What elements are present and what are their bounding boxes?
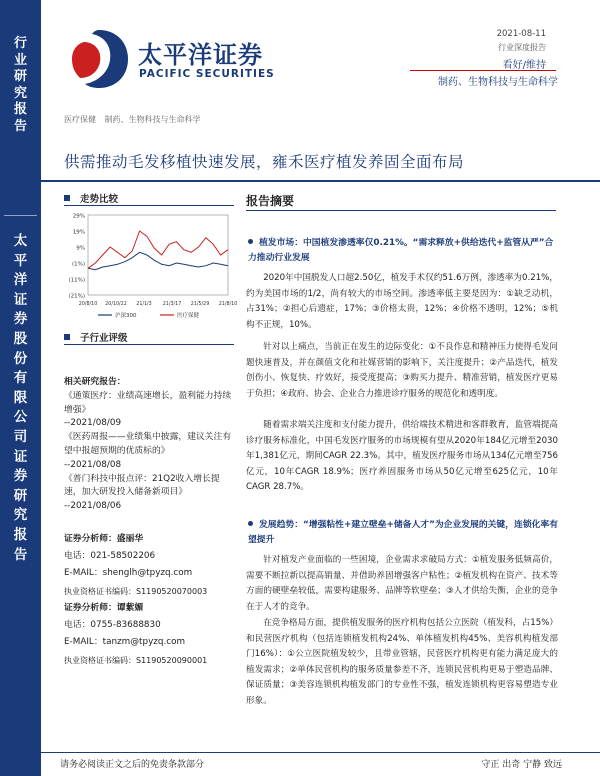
x-tick-label: 20/8/10 — [78, 302, 98, 307]
breadcrumb-item: 制药、生物科技与生命科学 — [104, 115, 201, 124]
breadcrumb-item: 医疗保健 — [64, 115, 96, 124]
header-divider — [410, 70, 556, 71]
legend-label: 沪深300 — [115, 313, 137, 319]
analyst-name: 谭紫媚 — [116, 603, 144, 613]
analyst-phone: 电话：0755-83688830 — [64, 620, 161, 631]
left-sidebar — [0, 0, 41, 776]
logo-english-name: PACIFIC SECURITIES — [139, 68, 275, 80]
sidebar-char: 业 — [13, 52, 27, 68]
x-tick-label: 20/10/22 — [105, 302, 127, 307]
industry-name: 制药、生物科技与生命科学 — [438, 77, 558, 88]
y-tick-label: (1%) — [71, 261, 85, 268]
sidebar-char: 究 — [13, 85, 27, 101]
plot-frame — [88, 215, 228, 295]
round-bullet-icon — [248, 239, 253, 244]
sidebar-char: 洋 — [13, 272, 28, 289]
industry-rating: 看好/维持 — [502, 60, 546, 71]
related-report-date: --2021/08/09 — [64, 418, 122, 429]
sidebar-char: 公 — [13, 409, 28, 426]
related-report-date: --2021/08/06 — [64, 501, 122, 512]
trend-chart — [64, 207, 238, 327]
round-bullet-icon — [248, 521, 253, 526]
sub-rating-heading: 子行业评级 — [64, 330, 128, 344]
trend-heading: 走势比较 — [64, 191, 118, 205]
analyst-label: 证券分析师： — [64, 534, 117, 544]
summary-heading: 报告摘要 — [246, 194, 295, 208]
x-tick-label: 21/8/10 — [218, 302, 238, 307]
sidebar-char: 行 — [13, 36, 27, 51]
analyst-cert: 执业资格证书编码：S1190520070003 — [64, 586, 208, 596]
legend-label: 医疗保健 — [177, 313, 200, 319]
analyst-block-2 — [64, 600, 234, 669]
y-tick-label: (21%) — [68, 293, 85, 300]
y-tick-label: 19% — [72, 229, 85, 236]
sidebar-char: 报 — [13, 526, 28, 543]
title-divider — [41, 180, 600, 182]
sidebar-char: 证 — [13, 448, 28, 465]
sidebar-char: 份 — [13, 350, 28, 367]
x-tick-label: 21/5/29 — [190, 302, 210, 307]
sidebar-company-label — [0, 232, 41, 565]
bullet-market-heading: 植发市场：中国植发渗透率仅0.21%。“需求释放+供给迭代+监管从严”合力推动行业发展 — [248, 238, 554, 263]
sidebar-char: 究 — [13, 507, 28, 524]
market-paragraph-2: 针对以上痛点，当前正在发生的边际变化：①不良作息和精神压力使得毛发问题快速普及，并在颜值文化和社媒营销的影响下，关注度提升；②产品迭代，植发创伤小、恢复快、疗效好，接受度提高；③购买力提升、精准营销，植发医疗更易于负担；④政府、协会、企业合力推进诊疗服务的规范化和透明度。 — [246, 342, 558, 399]
related-report-title[interactable]: 《通策医疗：业绩高速增长，盈利能力持续增强》 — [64, 390, 232, 415]
sidebar-report-category — [0, 36, 41, 135]
trend-divider — [64, 205, 234, 206]
square-bullet-icon — [64, 334, 70, 340]
y-tick-label: 9% — [76, 245, 85, 252]
sidebar-char: 太 — [13, 233, 28, 249]
page-title: 供需推动毛发移植快速发展，雍禾医疗植发养固全面布局 — [64, 153, 465, 171]
sidebar-char: 研 — [13, 487, 28, 504]
company-logo-icon — [64, 24, 134, 94]
sidebar-char: 平 — [13, 252, 28, 269]
analyst-block-1 — [64, 531, 234, 600]
market-paragraph-3: 随着需求端关注度和支付能力提升，供给端技术精进和客群教育，监管端提高诊疗服务标准化，中国毛发医疗服务的市场规模有望从2020年184亿元增至2030年1,381亿元，期间CAGR 22.3%。其中，植发医疗服务市场从134亿元增至756亿元，10年CAGR 18.9%；医疗养固服务市场从50亿元增至625亿元，10年CAGR 28.7%。 — [246, 420, 558, 493]
square-bullet-icon — [64, 195, 70, 201]
trend-paragraph-1: 针对植发产业面临的一些困境，企业需求求破局方式：①植发服务低频高价，需要不断拉新以提高销量、并借助养固增强客户粘性；②植发机构在资产、技术等方面的硬壁垒较低，需要构建服务、品牌等软壁垒；③人才供给失衡，企业的竞争在于人才的竞争。 — [246, 555, 558, 612]
sidebar-char: 证 — [13, 291, 28, 308]
related-report-title[interactable]: 《普门科技中报点评：21Q2收入增长提速，加大研发投入储备新项目》 — [64, 473, 220, 498]
analyst-email[interactable]: E-MAIL：shenglh@tpyzq.com — [64, 568, 193, 579]
x-tick-label: 21/1/3 — [136, 302, 152, 307]
sidebar-char: 报 — [13, 102, 27, 117]
analyst-cert: 执业资格证书编码：S1190520090001 — [64, 655, 208, 665]
sub-rating-divider — [64, 344, 234, 345]
sidebar-char: 司 — [13, 428, 28, 445]
related-reports — [64, 376, 234, 514]
sidebar-divider — [4, 215, 37, 216]
market-paragraph-1: 2020年中国脱发人口超2.50亿，植发手术仅约51.6万例，渗透率为0.21%，约为美国市场的1/2，尚有较大的市场空间。渗透率低主要是因为：①缺乏动机，占31%；②担心后遗症，17%；③价格太贵，12%；④价格不透明，12%；⑤机构不正规，10%。 — [246, 273, 558, 330]
sidebar-char: 券 — [13, 311, 28, 328]
analyst-name: 盛丽华 — [116, 534, 144, 544]
y-tick-label: (11%) — [68, 277, 85, 284]
analyst-email[interactable]: E-MAIL：tanzm@tpyzq.com — [64, 637, 186, 648]
sidebar-char: 限 — [13, 389, 28, 406]
company-motto: 守正 出奇 宁静 致远 — [481, 760, 562, 770]
related-report-date: --2021/08/08 — [64, 459, 122, 470]
bullet-trend-heading: 发展趋势：“增强粘性+建立壁垒+储备人才”为企业发展的关键，连锁化率有望提升 — [248, 520, 559, 545]
sidebar-char: 告 — [13, 118, 27, 134]
related-heading: 相关研究报告： — [64, 377, 126, 387]
disclaimer-note: 请务必阅读正文之后的免责条款部分 — [60, 760, 205, 770]
analyst-label: 证券分析师： — [64, 603, 117, 613]
sidebar-char: 股 — [13, 330, 28, 347]
summary-divider — [246, 210, 556, 211]
x-tick-label: 21/3/17 — [162, 302, 182, 307]
report-type: 行业深度报告 — [498, 43, 546, 52]
y-tick-label: 29% — [72, 213, 85, 220]
logo-chinese-name: 太平洋证券 — [138, 41, 263, 69]
breadcrumb — [64, 114, 207, 125]
trend-paragraph-2: 在竞争格局方面，提供植发服务的医疗机构包括公立医院（植发科，占15%）和民营医疗机构（包括连锁植发机构24%、单体植发机构45%、美容机构植发部门16%）：①公立医院植发较少，且带业管辖，民营医疗机构更有能力满足庞大的植发需求；②单体民营机构的服务质量参差不齐，连锁民营机构更易于塑造品牌、保证质量；③美容连锁机构植发部门的专业性不强，植发连锁机构更容易塑造专业形象。 — [246, 618, 558, 706]
footer-divider — [41, 752, 600, 753]
report-date: 2021-08-11 — [496, 29, 546, 39]
sidebar-char: 券 — [13, 468, 28, 485]
sidebar-char: 研 — [13, 69, 27, 84]
series-line — [88, 252, 228, 269]
related-report-title[interactable]: 《医药周报——业绩集中披露，建议关注有望中报超预期的优质标的》 — [64, 432, 232, 456]
sidebar-char: 告 — [13, 546, 28, 563]
analyst-phone: 电话：021-58502206 — [64, 551, 156, 562]
sidebar-char: 有 — [13, 370, 28, 387]
